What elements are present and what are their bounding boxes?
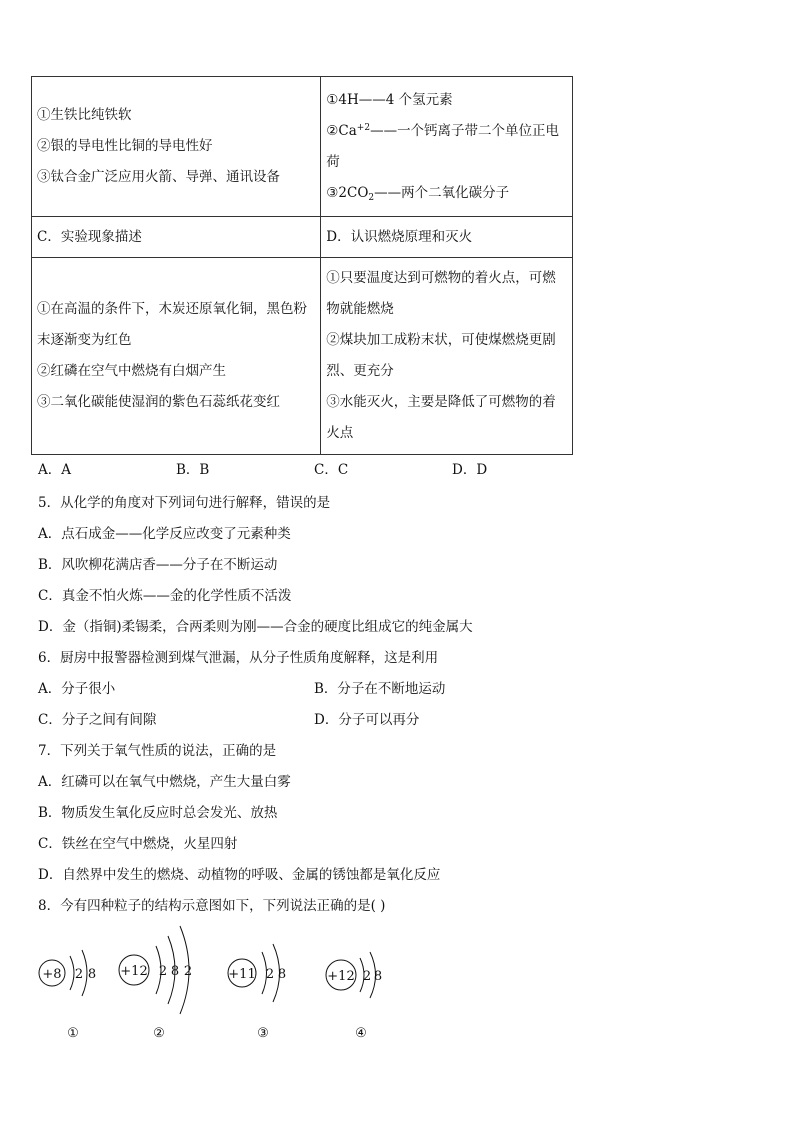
q6-option-b[interactable]: B．分子在不断地运动	[314, 681, 446, 697]
q7-option-d[interactable]: D．自然界中发生的燃烧、动植物的呼吸、金属的锈蚀都是氧化反应	[38, 867, 441, 883]
formula-meaning: ——两个二氧化碳分子	[374, 184, 510, 201]
q7-stem: 7．下列关于氧气性质的说法，正确的是	[38, 743, 277, 759]
table-line: ③二氧化碳能使湿润的紫色石蕊纸花变红	[37, 394, 280, 410]
table-line: ②银的导电性比铜的导电性好	[37, 138, 213, 154]
electron-shell-arc	[70, 956, 74, 990]
q5-option-c[interactable]: C．真金不怕火炼——金的化学性质不活泼	[38, 588, 292, 604]
q5-option-b[interactable]: B．风吹柳花满店香——分子在不断运动	[38, 557, 278, 573]
table-line: ②红磷在空气中燃烧有白烟产生	[37, 363, 226, 379]
q6-option-a[interactable]: A．分子很小	[38, 681, 116, 697]
particle-label: ③	[257, 1026, 269, 1041]
table-row	[32, 217, 573, 258]
table-line: ①4H——4 个氢元素	[326, 91, 453, 108]
table-line: ①在高温的条件下，木炭还原氧化铜，黑色粉	[37, 301, 307, 317]
table-line: 火点	[326, 425, 354, 441]
table-line: ①只要温度达到可燃物的着火点，可燃	[326, 270, 556, 286]
particle-label: ①	[67, 1026, 79, 1041]
shell-electrons: 8	[87, 967, 97, 982]
table-line: 烈、更充分	[326, 363, 394, 379]
q4-options	[38, 458, 558, 478]
q6-option-d[interactable]: D．分子可以再分	[314, 712, 420, 728]
nucleus-charge: +12	[327, 969, 355, 984]
q7-option-b[interactable]: B．物质发生氧化反应时总会发光、放热	[38, 805, 278, 821]
nucleus-charge: +12	[120, 964, 148, 979]
nucleus-charge: +11	[228, 967, 256, 982]
q7-option-c[interactable]: C．铁丝在空气中燃烧，火星四射	[38, 836, 238, 852]
formula-co2: ③2CO	[326, 184, 369, 201]
q4-option-b[interactable]: B．B	[176, 462, 210, 478]
q6-stem: 6．厨房中报警器检测到煤气泄漏，从分子性质角度解释，这是利用	[38, 650, 439, 666]
formula-ca: ②Ca	[326, 122, 357, 139]
table-heading-d: D．认识燃烧原理和灭火	[321, 217, 573, 258]
nucleus-charge: +8	[42, 967, 62, 982]
table-line	[326, 178, 566, 209]
table-heading-c: C．实验现象描述	[32, 217, 321, 258]
table-row	[32, 258, 573, 455]
particle-diagram-3	[228, 944, 286, 1041]
q4-option-a[interactable]: A．A	[38, 462, 71, 478]
shell-electrons: 8	[170, 964, 180, 979]
option-table	[31, 76, 573, 455]
q4-option-c[interactable]: C．C	[314, 462, 349, 478]
shell-electrons: 2	[362, 969, 372, 984]
particle-diagram-2	[119, 926, 192, 1041]
q4-option-d[interactable]: D．D	[452, 462, 488, 478]
shell-electrons: 8	[277, 967, 287, 982]
table-row	[32, 77, 573, 217]
particle-diagram-1	[39, 950, 96, 1041]
table-line	[326, 116, 566, 147]
q7-option-a[interactable]: A．红磷可以在氧气中燃烧，产生大量白雾	[38, 774, 291, 790]
formula-meaning: ——一个钙离子带二个单位正电	[370, 122, 560, 139]
table-line: 末逐渐变为红色	[37, 332, 132, 348]
shell-electrons: 2	[74, 967, 84, 982]
particle-label: ④	[355, 1026, 367, 1041]
table-line: ③钛合金广泛应用火箭、导弹、通讯设备	[37, 169, 280, 185]
charge-superscript: +2	[356, 122, 371, 133]
shell-electrons: 2	[183, 964, 193, 979]
q6-option-c[interactable]: C．分子之间有间隙	[38, 712, 157, 728]
shell-electrons: 8	[373, 969, 383, 984]
table-line: 物就能燃烧	[326, 301, 394, 317]
table-line: ①生铁比纯铁软	[37, 107, 132, 123]
shell-electrons: 2	[265, 967, 275, 982]
table-cell-c-items	[32, 258, 321, 455]
table-line: ③水能灭火，主要是降低了可燃物的着	[326, 394, 556, 410]
q5-option-d[interactable]: D．金（指铜)柔锡柔，合两柔则为刚——合金的硬度比组成它的纯金属大	[38, 619, 473, 635]
shell-electrons: 2	[158, 964, 168, 979]
table-cell-a-items	[32, 77, 321, 217]
particle-diagram-4	[326, 952, 382, 1041]
particle-label: ②	[153, 1026, 165, 1041]
atomic-structure-diagrams	[30, 920, 430, 1050]
q5-option-a[interactable]: A．点石成金——化学反应改变了元素种类	[38, 526, 291, 542]
subscript: 2	[368, 192, 375, 203]
table-cell-b-items	[321, 77, 573, 217]
table-line: ②煤块加工成粉末状，可使煤燃烧更剧	[326, 332, 556, 348]
q5-stem: 5．从化学的角度对下列词句进行解释，错误的是	[38, 495, 331, 511]
q8-stem: 8．今有四种粒子的结构示意图如下，下列说法正确的是( )	[38, 898, 386, 914]
table-cell-d-items	[321, 258, 573, 455]
table-line: 荷	[326, 153, 340, 170]
